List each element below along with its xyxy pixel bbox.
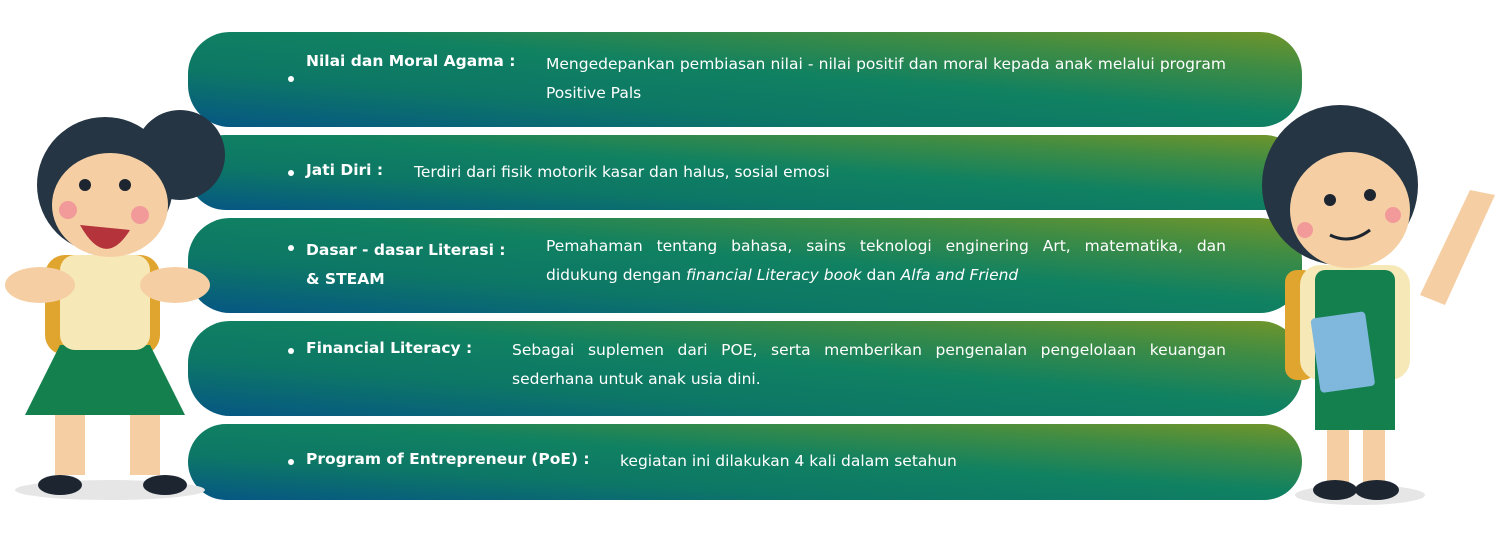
bullet-icon — [288, 170, 294, 176]
item-label: Nilai dan Moral Agama : — [306, 52, 516, 70]
desc-text: Pemahaman tentang bahasa, sains teknologi enginering Art, matematika, dan didukung dengan — [546, 237, 1226, 284]
item-label: Program of Entrepreneur (PoE) : — [306, 450, 590, 468]
item-nilai-moral — [188, 32, 1302, 127]
bullet-icon — [288, 348, 294, 354]
desc-text: dan — [861, 266, 901, 284]
item-label-line2: & STEAM — [306, 270, 385, 288]
desc-italic-alfa: Alfa and Friend — [900, 266, 1019, 284]
bullet-icon — [288, 76, 294, 82]
item-literasi-steam — [188, 218, 1302, 313]
boy-illustration — [1245, 95, 1500, 515]
item-financial-literacy — [188, 321, 1302, 416]
item-label: Financial Literacy : — [306, 339, 473, 357]
item-desc: kegiatan ini dilakukan 4 kali dalam setahun — [620, 452, 957, 470]
item-poe — [188, 424, 1302, 500]
item-desc: Mengedepankan pembiasan nilai - nilai positif dan moral kepada anak melalui program Positive Pals — [546, 55, 1226, 102]
item-jati-diri — [188, 135, 1302, 210]
bullet-icon — [288, 459, 294, 465]
item-desc — [546, 232, 1226, 290]
item-label: Jati Diri : — [306, 161, 384, 179]
girl-illustration — [0, 85, 250, 515]
item-desc: Sebagai suplemen dari POE, serta memberikan pengenalan pengelolaan keuangan sederhana untuk anak usia dini. — [512, 341, 1226, 388]
item-desc: Terdiri dari fisik motorik kasar dan halus, sosial emosi — [414, 163, 830, 181]
item-label — [306, 236, 506, 294]
item-label-line1: Dasar - dasar Literasi : — [306, 241, 506, 259]
bullet-icon — [288, 245, 294, 251]
desc-italic-book: financial Literacy book — [686, 266, 862, 284]
